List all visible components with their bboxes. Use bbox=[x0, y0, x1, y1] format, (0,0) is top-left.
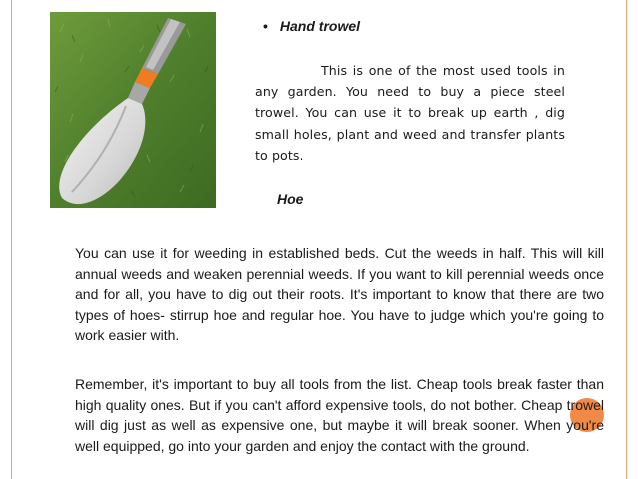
remember-paragraph: Remember, it's important to buy all tools from the list. Cheap tools break faster than high quality ones. But if you can't afford expensive tools, do not bother. Cheap trowel will dig just as well as expensive one, but maybe it will break sooner. When you're well equipped, go into your garden and enjoy the contact with the ground. bbox=[75, 376, 604, 454]
hoe-paragraph: You can use it for weeding in established beds. Cut the weeds in half. This will kill annual weeds and weaken perennial weeds. If you want to kill perennial weeds once and for all, you have to dig out their roots. It's important to know that there are two types of hoes- stirrup hoe and regular hoe. You have to judge which you're going to work easier with. bbox=[75, 245, 604, 343]
right-border-line bbox=[626, 0, 627, 479]
hand-trowel-heading-text: Hand trowel bbox=[279, 18, 361, 34]
bullet-icon: • bbox=[263, 18, 268, 34]
hand-trowel-heading bbox=[263, 18, 360, 34]
hand-trowel-photo bbox=[50, 12, 216, 208]
left-border-line bbox=[11, 0, 12, 479]
hoe-heading: Hoe bbox=[277, 191, 304, 207]
trowel-paragraph: This is one of the most used tools in any garden. You need to buy a piece steel trowel. You can use it to break up earth , dig small holes, plant and weed and transfer plants to pots. bbox=[255, 63, 565, 163]
